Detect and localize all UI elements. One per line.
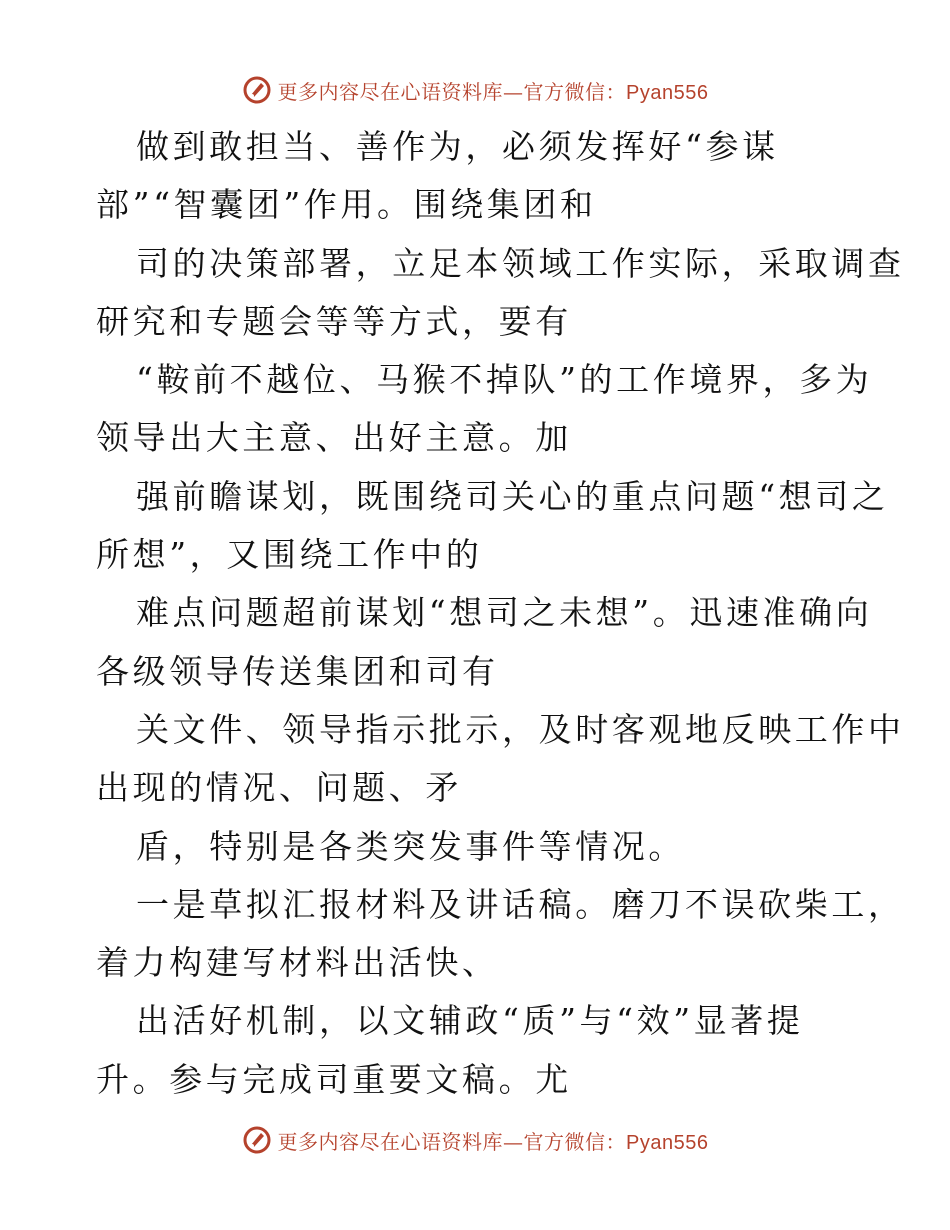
watermark-text: 更多内容尽在心语资料库—官方微信： <box>277 79 627 104</box>
text-line: 司的决策部署，立足本领域工作实际，采取调查 <box>136 243 905 283</box>
text-line: 升。参与完成司重要文稿。尤 <box>96 1059 572 1099</box>
text-line: 着力构建写材料出活快、 <box>96 943 499 983</box>
watermark-handle: Pyan556 <box>626 1131 709 1154</box>
watermark-banner-bottom <box>0 1120 950 1160</box>
watermark-banner-top <box>0 70 950 110</box>
text-line: 强前瞻谋划，既围绕司关心的重点问题“想司之 <box>136 476 889 516</box>
document-body <box>96 118 905 1109</box>
logo-icon <box>242 75 272 105</box>
text-line: 各级领导传送集团和司有 <box>96 651 499 691</box>
watermark-text: 更多内容尽在心语资料库—官方微信： <box>277 1129 627 1154</box>
text-line: 做到敢担当、善作为，必须发挥好“参谋 <box>136 127 779 166</box>
text-line: 出现的情况、问题、矛 <box>96 768 462 808</box>
text-line: 部”“智囊团”作用。围绕集团和 <box>96 185 597 225</box>
watermark-handle: Pyan556 <box>626 81 709 104</box>
text-line: “鞍前不越位、马猴不掉队”的工作境界，多为 <box>136 360 873 400</box>
text-line: 出活好机制，以文辅政“质”与“效”显著提 <box>136 1001 804 1041</box>
text-line: 研究和专题会等等方式，要有 <box>96 301 572 341</box>
logo-icon <box>242 1125 272 1155</box>
text-line: 领导出大主意、出好主意。加 <box>96 418 572 458</box>
text-line: 一是草拟汇报材料及讲话稿。磨刀不误砍柴工， <box>136 884 905 924</box>
text-line: 盾，特别是各类突发事件等情况。 <box>136 826 685 866</box>
text-line: 所想”，又围绕工作中的 <box>96 535 483 575</box>
text-line: 关文件、领导指示批示，及时客观地反映工作中 <box>136 709 905 749</box>
text-line: 难点问题超前谋划“想司之未想”。迅速准确向 <box>136 593 873 633</box>
